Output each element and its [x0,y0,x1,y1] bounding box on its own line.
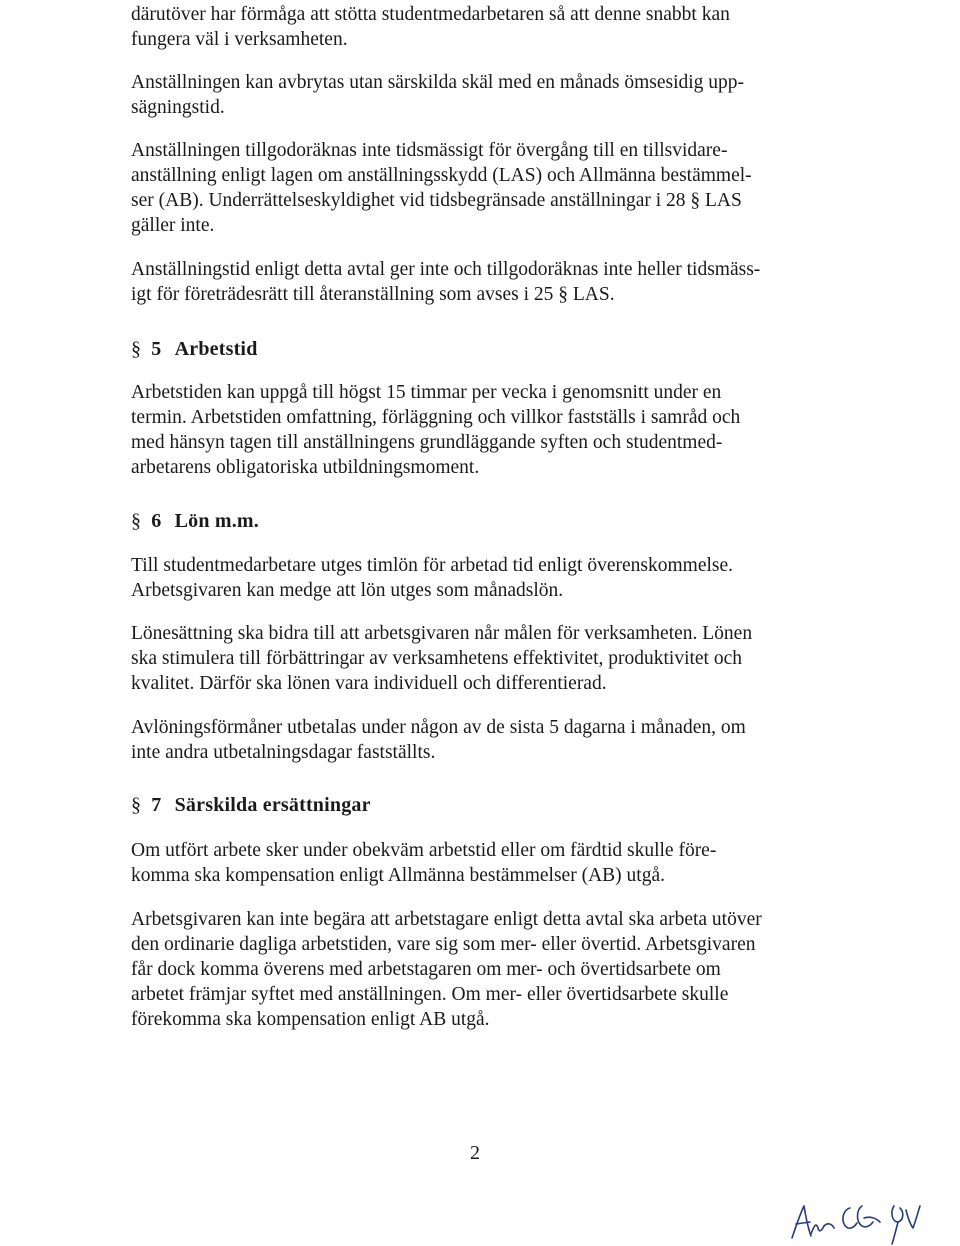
section-symbol: § [131,338,142,360]
text-line: komma ska kompensation enligt Allmänna bestämmelser (AB) utgå. [131,865,665,886]
text-line: igt för företrädesrätt till återanställning som avses i 25 § LAS. [131,284,615,305]
paragraph-payment-days [131,715,851,765]
text-line: arbetarens obligatoriska utbildningsmoment. [131,457,480,478]
section-title: Lön m.m. [174,510,259,532]
section-title: Särskilda ersättningar [174,794,371,816]
paragraph-overtime [131,907,851,1032]
text-line: med hänsyn tagen till anställningens grundläggande syften och studentmed- [131,432,723,453]
text-line: Arbetstiden kan uppgå till högst 15 timmar per vecka i genomsnitt under en [131,382,722,403]
paragraph-continuation [131,2,851,52]
text-line: Till studentmedarbetare utges timlön för arbetad tid enligt överenskommelse. [131,555,734,576]
section-number: 7 [151,794,162,816]
text-line: Arbetsgivaren kan inte begära att arbetstagare enligt detta avtal ska arbeta utöver [131,909,762,930]
text-line: Arbetsgivaren kan medge att lön utges som månadslön. [131,580,564,601]
text-line: Anställningstid enligt detta avtal ger inte och tillgodoräknas inte heller tidsmäss- [131,259,761,280]
text-line: ska stimulera till förbättringar av verksamhetens effektivitet, produktivitet och [131,648,743,669]
section-number: 5 [151,338,162,360]
paragraph-las-credit [131,138,851,238]
text-line: anställning enligt lagen om anställningsskydd (LAS) och Allmänna bestämmel- [131,165,752,186]
page-number: 2 [470,1142,480,1164]
paragraph-termination [131,70,851,120]
text-line: kvalitet. Därför ska lönen vara individuell och differentierad. [131,673,607,694]
section-symbol: § [131,794,142,816]
text-line: får dock komma överens med arbetstagaren om mer- och övertidsarbete om [131,959,721,980]
text-line: termin. Arbetstiden omfattning, förläggning och villkor fastställs i samråd och [131,407,741,428]
text-line: ser (AB). Underrättelseskyldighet vid tidsbegränsade anställningar i 28 § LAS [131,190,742,211]
section-heading-6 [131,509,259,534]
text-line: den ordinarie dagliga arbetstiden, vare sig som mer- eller övertid. Arbetsgivaren [131,934,756,955]
paragraph-hourly-wage [131,553,851,603]
text-line: därutöver har förmåga att stötta studentmedarbetaren så att denne snabbt kan [131,4,730,25]
handwritten-initials [778,1188,928,1246]
text-line: Anställningen kan avbrytas utan särskilda skäl med en månads ömsesidig upp- [131,72,745,93]
paragraph-inconvenient-hours [131,838,851,888]
section-heading-7 [131,793,371,818]
text-line: förekomma ska kompensation enligt AB utgå. [131,1009,490,1030]
section-title: Arbetstid [174,338,258,360]
section-heading-5 [131,337,258,362]
text-line: Avlöningsförmåner utbetalas under någon av de sista 5 dagarna i månaden, om [131,717,746,738]
text-line: Om utfört arbete sker under obekväm arbetstid eller om färdtid skulle före- [131,840,717,861]
text-line: inte andra utbetalningsdagar fastställts. [131,742,436,763]
text-line: Lönesättning ska bidra till att arbetsgivaren når målen för verksamheten. Lönen [131,623,753,644]
section-number: 6 [151,510,162,532]
section-symbol: § [131,510,142,532]
paragraph-wage-setting [131,621,851,696]
text-line: arbetet främjar syftet med anställningen. Om mer- eller övertidsarbete skulle [131,984,729,1005]
paragraph-priority-right [131,257,851,307]
paragraph-working-hours [131,380,851,480]
text-line: Anställningen tillgodoräknas inte tidsmässigt för övergång till en tillsvidare- [131,140,728,161]
text-line: fungera väl i verksamheten. [131,29,348,50]
text-line: gäller inte. [131,215,215,236]
text-line: sägningstid. [131,97,225,118]
